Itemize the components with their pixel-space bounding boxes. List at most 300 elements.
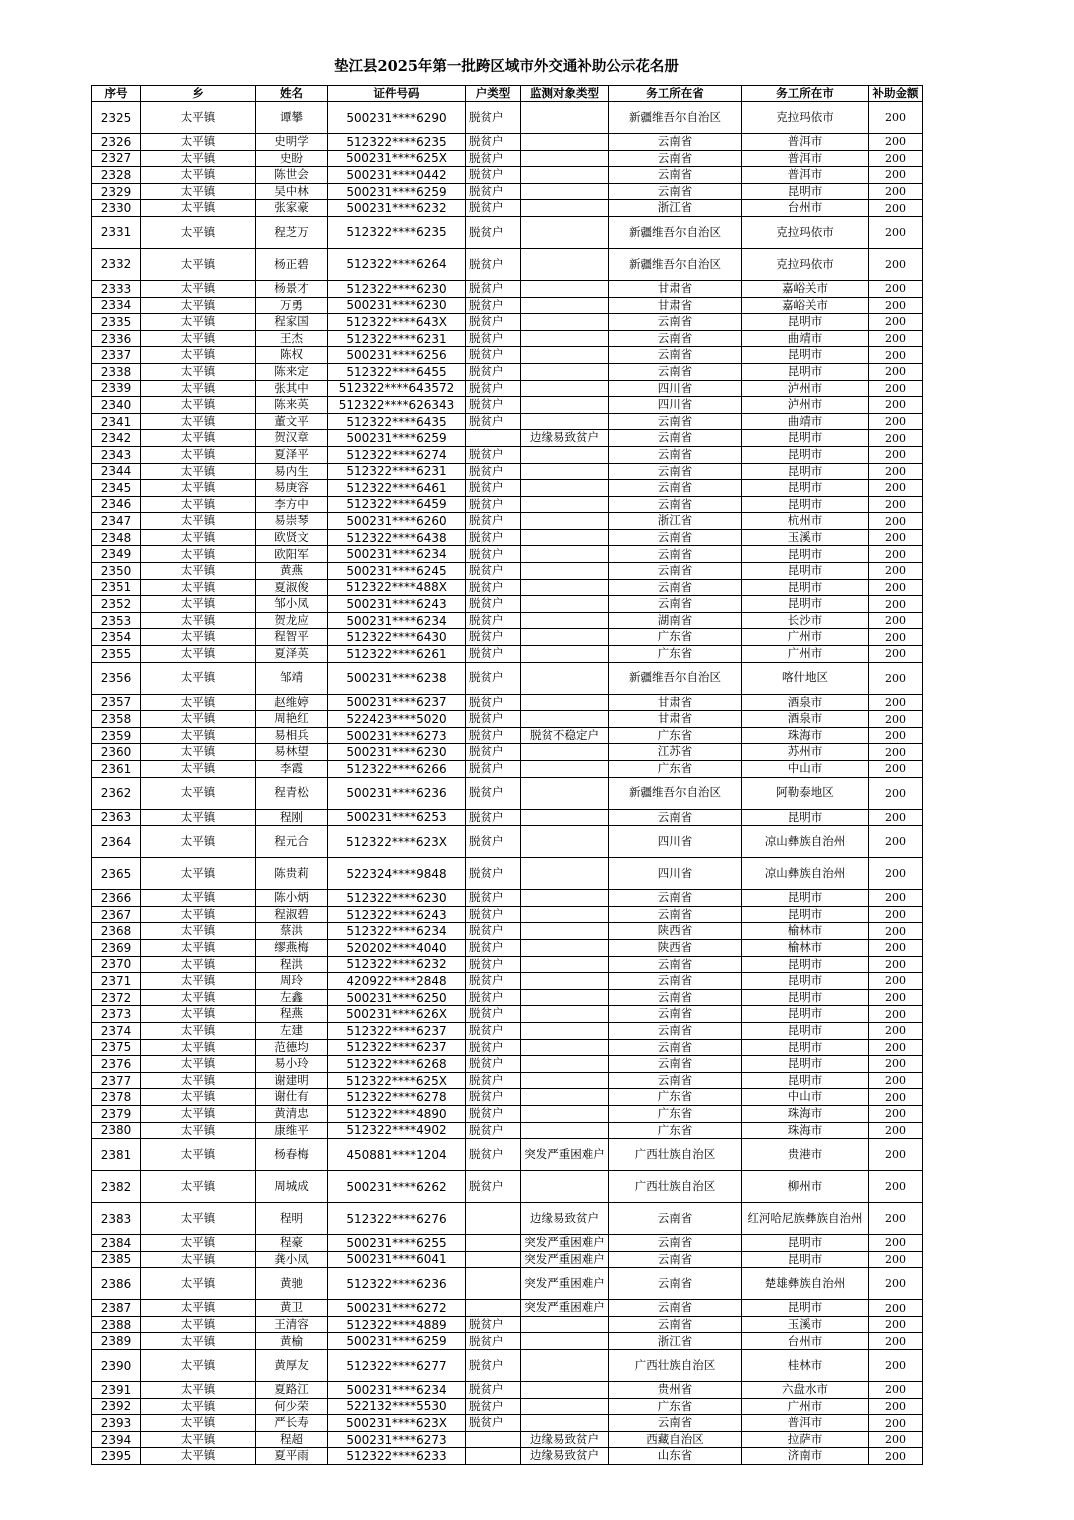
table-row [92, 102, 923, 134]
cell-subsidy-amount: 200 [869, 248, 923, 280]
cell-work-city: 酒泉市 [742, 694, 869, 711]
cell-name: 董文平 [256, 413, 328, 430]
cell-work-province: 云南省 [609, 446, 742, 463]
cell-subsidy-amount: 200 [869, 216, 923, 248]
cell-subsidy-amount: 200 [869, 330, 923, 347]
cell-seq: 2352 [92, 596, 141, 613]
cell-seq: 2346 [92, 496, 141, 513]
cell-household-type: 脱贫户 [466, 1006, 521, 1023]
cell-seq: 2375 [92, 1039, 141, 1056]
cell-seq: 2357 [92, 694, 141, 711]
cell-subsidy-amount: 200 [869, 890, 923, 907]
cell-id-number: 500231****6259 [328, 183, 466, 200]
table-row [92, 761, 923, 778]
cell-monitor-type [521, 1006, 609, 1023]
cell-subsidy-amount: 200 [869, 413, 923, 430]
cell-town: 太平镇 [141, 596, 256, 613]
cell-name: 易崇琴 [256, 513, 328, 530]
cell-seq: 2348 [92, 529, 141, 546]
cell-work-province: 云南省 [609, 579, 742, 596]
cell-seq: 2369 [92, 939, 141, 956]
cell-subsidy-amount: 200 [869, 989, 923, 1006]
cell-work-province: 广东省 [609, 629, 742, 646]
cell-monitor-type [521, 1022, 609, 1039]
cell-work-city: 昆明市 [742, 1022, 869, 1039]
cell-name: 程元合 [256, 826, 328, 858]
cell-seq: 2333 [92, 280, 141, 297]
cell-work-city: 六盘水市 [742, 1382, 869, 1399]
cell-subsidy-amount: 200 [869, 380, 923, 397]
cell-household-type: 脱贫户 [466, 183, 521, 200]
table-row [92, 906, 923, 923]
cell-name: 杨景才 [256, 280, 328, 297]
cell-name: 欧贤文 [256, 529, 328, 546]
cell-name: 陈来定 [256, 363, 328, 380]
cell-monitor-type [521, 413, 609, 430]
cell-work-city: 昆明市 [742, 906, 869, 923]
table-row [92, 956, 923, 973]
cell-town: 太平镇 [141, 646, 256, 663]
cell-household-type: 脱贫户 [466, 596, 521, 613]
cell-work-province: 江苏省 [609, 744, 742, 761]
cell-id-number: 512322****6231 [328, 463, 466, 480]
cell-work-city: 泸州市 [742, 397, 869, 414]
cell-name: 程燕 [256, 1006, 328, 1023]
document-title: 垫江县2025年第一批跨区域市外交通补助公示花名册 [334, 58, 679, 75]
subsidy-roster-table [91, 85, 923, 1465]
cell-seq: 2379 [92, 1105, 141, 1122]
cell-seq: 2391 [92, 1382, 141, 1399]
cell-work-province: 陕西省 [609, 923, 742, 940]
cell-name: 黄驰 [256, 1268, 328, 1300]
cell-subsidy-amount: 200 [869, 1139, 923, 1171]
cell-subsidy-amount: 200 [869, 1039, 923, 1056]
table-row [92, 1203, 923, 1235]
cell-subsidy-amount: 200 [869, 102, 923, 134]
cell-work-city: 昆明市 [742, 314, 869, 331]
table-row [92, 513, 923, 530]
table-row [92, 973, 923, 990]
cell-work-city: 嘉峪关市 [742, 297, 869, 314]
cell-work-province: 云南省 [609, 330, 742, 347]
cell-monitor-type [521, 956, 609, 973]
cell-id-number: 500231****6236 [328, 777, 466, 809]
cell-name: 易小玲 [256, 1056, 328, 1073]
cell-monitor-type [521, 1039, 609, 1056]
cell-name: 贺龙应 [256, 612, 328, 629]
cell-work-city: 克拉玛依市 [742, 248, 869, 280]
cell-household-type: 脱贫户 [466, 890, 521, 907]
cell-name: 程淑碧 [256, 906, 328, 923]
cell-work-city: 昆明市 [742, 596, 869, 613]
cell-monitor-type [521, 102, 609, 134]
cell-town: 太平镇 [141, 380, 256, 397]
cell-household-type: 脱贫户 [466, 646, 521, 663]
cell-town: 太平镇 [141, 1350, 256, 1382]
cell-town: 太平镇 [141, 906, 256, 923]
cell-household-type: 脱贫户 [466, 397, 521, 414]
cell-town: 太平镇 [141, 347, 256, 364]
cell-id-number: 512322****6237 [328, 1022, 466, 1039]
cell-seq: 2341 [92, 413, 141, 430]
cell-monitor-type [521, 1316, 609, 1333]
table-row [92, 183, 923, 200]
cell-id-number: 500231****6250 [328, 989, 466, 1006]
cell-subsidy-amount: 200 [869, 906, 923, 923]
cell-monitor-type [521, 1382, 609, 1399]
cell-seq: 2347 [92, 513, 141, 530]
cell-name: 张家豪 [256, 200, 328, 217]
table-row [92, 1139, 923, 1171]
table-row [92, 809, 923, 826]
cell-town: 太平镇 [141, 1105, 256, 1122]
cell-household-type: 脱贫户 [466, 761, 521, 778]
cell-work-city: 昆明市 [742, 183, 869, 200]
cell-work-province: 云南省 [609, 1203, 742, 1235]
cell-id-number: 500231****6041 [328, 1251, 466, 1268]
cell-work-province: 广东省 [609, 646, 742, 663]
cell-seq: 2389 [92, 1333, 141, 1350]
cell-id-number: 500231****6234 [328, 612, 466, 629]
cell-subsidy-amount: 200 [869, 446, 923, 463]
cell-seq: 2354 [92, 629, 141, 646]
cell-name: 李方中 [256, 496, 328, 513]
cell-work-city: 柳州市 [742, 1171, 869, 1203]
cell-town: 太平镇 [141, 330, 256, 347]
cell-work-province: 云南省 [609, 1235, 742, 1252]
cell-subsidy-amount: 200 [869, 150, 923, 167]
table-row [92, 200, 923, 217]
cell-subsidy-amount: 200 [869, 1072, 923, 1089]
cell-subsidy-amount: 200 [869, 1251, 923, 1268]
cell-seq: 2349 [92, 546, 141, 563]
cell-seq: 2334 [92, 297, 141, 314]
cell-subsidy-amount: 200 [869, 646, 923, 663]
cell-name: 程芝万 [256, 216, 328, 248]
cell-monitor-type [521, 906, 609, 923]
cell-monitor-type [521, 579, 609, 596]
cell-work-province: 甘肃省 [609, 694, 742, 711]
cell-subsidy-amount: 200 [869, 1316, 923, 1333]
cell-monitor-type [521, 662, 609, 694]
cell-name: 程智平 [256, 629, 328, 646]
cell-household-type: 脱贫户 [466, 363, 521, 380]
cell-seq: 2376 [92, 1056, 141, 1073]
cell-seq: 2395 [92, 1448, 141, 1465]
header-work-province: 务工所在省 [609, 86, 742, 102]
cell-subsidy-amount: 200 [869, 1268, 923, 1300]
cell-household-type [466, 1268, 521, 1300]
cell-work-city: 昆明市 [742, 1072, 869, 1089]
cell-household-type: 脱贫户 [466, 513, 521, 530]
cell-seq: 2327 [92, 150, 141, 167]
cell-seq: 2359 [92, 727, 141, 744]
cell-id-number: 500231****6255 [328, 1235, 466, 1252]
cell-subsidy-amount: 200 [869, 1431, 923, 1448]
cell-id-number: 500231****625X [328, 150, 466, 167]
cell-household-type: 脱贫户 [466, 330, 521, 347]
cell-work-province: 广东省 [609, 1089, 742, 1106]
cell-monitor-type [521, 167, 609, 184]
cell-work-province: 云南省 [609, 989, 742, 1006]
cell-work-city: 昆明市 [742, 973, 869, 990]
cell-work-city: 昆明市 [742, 809, 869, 826]
cell-town: 太平镇 [141, 363, 256, 380]
cell-subsidy-amount: 200 [869, 183, 923, 200]
cell-name: 康维平 [256, 1122, 328, 1139]
cell-work-province: 云南省 [609, 973, 742, 990]
cell-household-type: 脱贫户 [466, 314, 521, 331]
table-row [92, 890, 923, 907]
cell-work-city: 拉萨市 [742, 1431, 869, 1448]
cell-id-number: 522423****5020 [328, 711, 466, 728]
cell-work-province: 广西壮族自治区 [609, 1171, 742, 1203]
cell-monitor-type: 突发严重困难户 [521, 1235, 609, 1252]
table-row [92, 1350, 923, 1382]
cell-monitor-type: 突发严重困难户 [521, 1251, 609, 1268]
cell-work-province: 云南省 [609, 134, 742, 151]
cell-subsidy-amount: 200 [869, 280, 923, 297]
cell-name: 易内生 [256, 463, 328, 480]
cell-seq: 2345 [92, 480, 141, 497]
cell-subsidy-amount: 200 [869, 1398, 923, 1415]
cell-work-province: 云南省 [609, 413, 742, 430]
cell-household-type: 脱贫户 [466, 809, 521, 826]
header-monitor-type: 监测对象类型 [521, 86, 609, 102]
cell-work-city: 昆明市 [742, 890, 869, 907]
cell-name: 程明 [256, 1203, 328, 1235]
cell-seq: 2372 [92, 989, 141, 1006]
cell-work-city: 普洱市 [742, 1415, 869, 1432]
cell-household-type: 脱贫户 [466, 563, 521, 580]
cell-seq: 2358 [92, 711, 141, 728]
cell-subsidy-amount: 200 [869, 1415, 923, 1432]
cell-subsidy-amount: 200 [869, 1056, 923, 1073]
cell-id-number: 500231****6256 [328, 347, 466, 364]
cell-monitor-type [521, 694, 609, 711]
cell-work-city: 苏州市 [742, 744, 869, 761]
cell-subsidy-amount: 200 [869, 777, 923, 809]
cell-seq: 2388 [92, 1316, 141, 1333]
cell-work-province: 云南省 [609, 563, 742, 580]
table-row [92, 923, 923, 940]
cell-seq: 2390 [92, 1350, 141, 1382]
cell-subsidy-amount: 200 [869, 513, 923, 530]
cell-subsidy-amount: 200 [869, 809, 923, 826]
cell-work-city: 普洱市 [742, 150, 869, 167]
cell-monitor-type [521, 297, 609, 314]
cell-work-province: 云南省 [609, 906, 742, 923]
cell-subsidy-amount: 200 [869, 529, 923, 546]
cell-work-province: 广西壮族自治区 [609, 1139, 742, 1171]
cell-id-number: 500231****6273 [328, 727, 466, 744]
table-row [92, 1398, 923, 1415]
cell-monitor-type [521, 529, 609, 546]
cell-subsidy-amount: 200 [869, 1171, 923, 1203]
cell-name: 谢建明 [256, 1072, 328, 1089]
cell-name: 杨正碧 [256, 248, 328, 280]
cell-town: 太平镇 [141, 297, 256, 314]
cell-monitor-type: 突发严重困难户 [521, 1300, 609, 1317]
cell-seq: 2326 [92, 134, 141, 151]
cell-name: 黄清忠 [256, 1105, 328, 1122]
cell-id-number: 512322****6230 [328, 890, 466, 907]
cell-household-type: 脱贫户 [466, 150, 521, 167]
cell-household-type: 脱贫户 [466, 1398, 521, 1415]
cell-name: 夏路江 [256, 1382, 328, 1399]
cell-id-number: 500231****6273 [328, 1431, 466, 1448]
cell-town: 太平镇 [141, 248, 256, 280]
cell-work-province: 云南省 [609, 430, 742, 447]
cell-work-province: 湖南省 [609, 612, 742, 629]
cell-subsidy-amount: 200 [869, 858, 923, 890]
cell-household-type [466, 1203, 521, 1235]
table-row [92, 1056, 923, 1073]
cell-work-province: 云南省 [609, 183, 742, 200]
cell-work-province: 四川省 [609, 380, 742, 397]
cell-town: 太平镇 [141, 727, 256, 744]
cell-monitor-type [521, 1350, 609, 1382]
cell-household-type [466, 430, 521, 447]
cell-subsidy-amount: 200 [869, 1333, 923, 1350]
cell-monitor-type [521, 1398, 609, 1415]
cell-household-type: 脱贫户 [466, 1105, 521, 1122]
table-row [92, 280, 923, 297]
cell-id-number: 512322****6277 [328, 1350, 466, 1382]
table-row [92, 496, 923, 513]
cell-id-number: 512322****6261 [328, 646, 466, 663]
table-row [92, 1122, 923, 1139]
cell-work-province: 云南省 [609, 1006, 742, 1023]
cell-subsidy-amount: 200 [869, 826, 923, 858]
cell-town: 太平镇 [141, 694, 256, 711]
cell-id-number: 512322****6236 [328, 1268, 466, 1300]
cell-household-type: 脱贫户 [466, 727, 521, 744]
cell-subsidy-amount: 200 [869, 1122, 923, 1139]
cell-seq: 2364 [92, 826, 141, 858]
cell-subsidy-amount: 200 [869, 694, 923, 711]
cell-town: 太平镇 [141, 1431, 256, 1448]
cell-work-province: 云南省 [609, 890, 742, 907]
table-row [92, 694, 923, 711]
table-row [92, 546, 923, 563]
cell-id-number: 500231****626X [328, 1006, 466, 1023]
cell-household-type: 脱贫户 [466, 1333, 521, 1350]
cell-subsidy-amount: 200 [869, 629, 923, 646]
cell-name: 龚小凤 [256, 1251, 328, 1268]
header-id-number: 证件号码 [328, 86, 466, 102]
cell-id-number: 500231****6259 [328, 1333, 466, 1350]
cell-seq: 2367 [92, 906, 141, 923]
cell-id-number: 512322****6232 [328, 956, 466, 973]
cell-seq: 2381 [92, 1139, 141, 1171]
table-row [92, 563, 923, 580]
cell-monitor-type [521, 777, 609, 809]
table-row [92, 727, 923, 744]
cell-id-number: 500231****6243 [328, 596, 466, 613]
cell-work-province: 广东省 [609, 1398, 742, 1415]
cell-town: 太平镇 [141, 1171, 256, 1203]
cell-subsidy-amount: 200 [869, 297, 923, 314]
cell-monitor-type [521, 480, 609, 497]
cell-id-number: 500231****6232 [328, 200, 466, 217]
cell-name: 易林望 [256, 744, 328, 761]
cell-seq: 2343 [92, 446, 141, 463]
cell-town: 太平镇 [141, 446, 256, 463]
cell-seq: 2350 [92, 563, 141, 580]
cell-work-city: 杭州市 [742, 513, 869, 530]
cell-id-number: 512322****6235 [328, 134, 466, 151]
cell-name: 杨春梅 [256, 1139, 328, 1171]
cell-name: 易庚容 [256, 480, 328, 497]
cell-work-city: 克拉玛依市 [742, 216, 869, 248]
cell-work-city: 昆明市 [742, 480, 869, 497]
cell-household-type: 脱贫户 [466, 629, 521, 646]
cell-name: 王清容 [256, 1316, 328, 1333]
cell-id-number: 512322****488X [328, 579, 466, 596]
cell-town: 太平镇 [141, 826, 256, 858]
cell-monitor-type [521, 1089, 609, 1106]
cell-work-province: 云南省 [609, 347, 742, 364]
cell-town: 太平镇 [141, 1300, 256, 1317]
cell-household-type: 脱贫户 [466, 446, 521, 463]
cell-work-province: 云南省 [609, 1072, 742, 1089]
table-row [92, 711, 923, 728]
cell-household-type: 脱贫户 [466, 463, 521, 480]
cell-work-province: 新疆维吾尔自治区 [609, 248, 742, 280]
cell-monitor-type [521, 989, 609, 1006]
cell-work-province: 四川省 [609, 826, 742, 858]
cell-work-city: 昆明市 [742, 347, 869, 364]
cell-name: 蔡洪 [256, 923, 328, 940]
cell-town: 太平镇 [141, 1122, 256, 1139]
table-row [92, 939, 923, 956]
cell-subsidy-amount: 200 [869, 1022, 923, 1039]
cell-id-number: 512322****6233 [328, 1448, 466, 1465]
cell-seq: 2339 [92, 380, 141, 397]
cell-town: 太平镇 [141, 956, 256, 973]
cell-town: 太平镇 [141, 397, 256, 414]
cell-work-province: 广东省 [609, 761, 742, 778]
cell-seq: 2385 [92, 1251, 141, 1268]
cell-household-type: 脱贫户 [466, 956, 521, 973]
table-row [92, 463, 923, 480]
cell-household-type [466, 1300, 521, 1317]
cell-subsidy-amount: 200 [869, 134, 923, 151]
cell-work-city: 普洱市 [742, 167, 869, 184]
cell-subsidy-amount: 200 [869, 546, 923, 563]
cell-work-city: 酒泉市 [742, 711, 869, 728]
cell-subsidy-amount: 200 [869, 1382, 923, 1399]
table-row [92, 596, 923, 613]
cell-town: 太平镇 [141, 744, 256, 761]
cell-name: 程洪 [256, 956, 328, 973]
cell-work-city: 玉溪市 [742, 1316, 869, 1333]
cell-name: 史盼 [256, 150, 328, 167]
cell-seq: 2338 [92, 363, 141, 380]
cell-subsidy-amount: 200 [869, 579, 923, 596]
cell-seq: 2377 [92, 1072, 141, 1089]
cell-town: 太平镇 [141, 858, 256, 890]
table-row [92, 397, 923, 414]
cell-town: 太平镇 [141, 761, 256, 778]
cell-town: 太平镇 [141, 150, 256, 167]
cell-monitor-type [521, 1171, 609, 1203]
cell-seq: 2331 [92, 216, 141, 248]
cell-subsidy-amount: 200 [869, 956, 923, 973]
cell-name: 贺汉章 [256, 430, 328, 447]
table-row [92, 1448, 923, 1465]
